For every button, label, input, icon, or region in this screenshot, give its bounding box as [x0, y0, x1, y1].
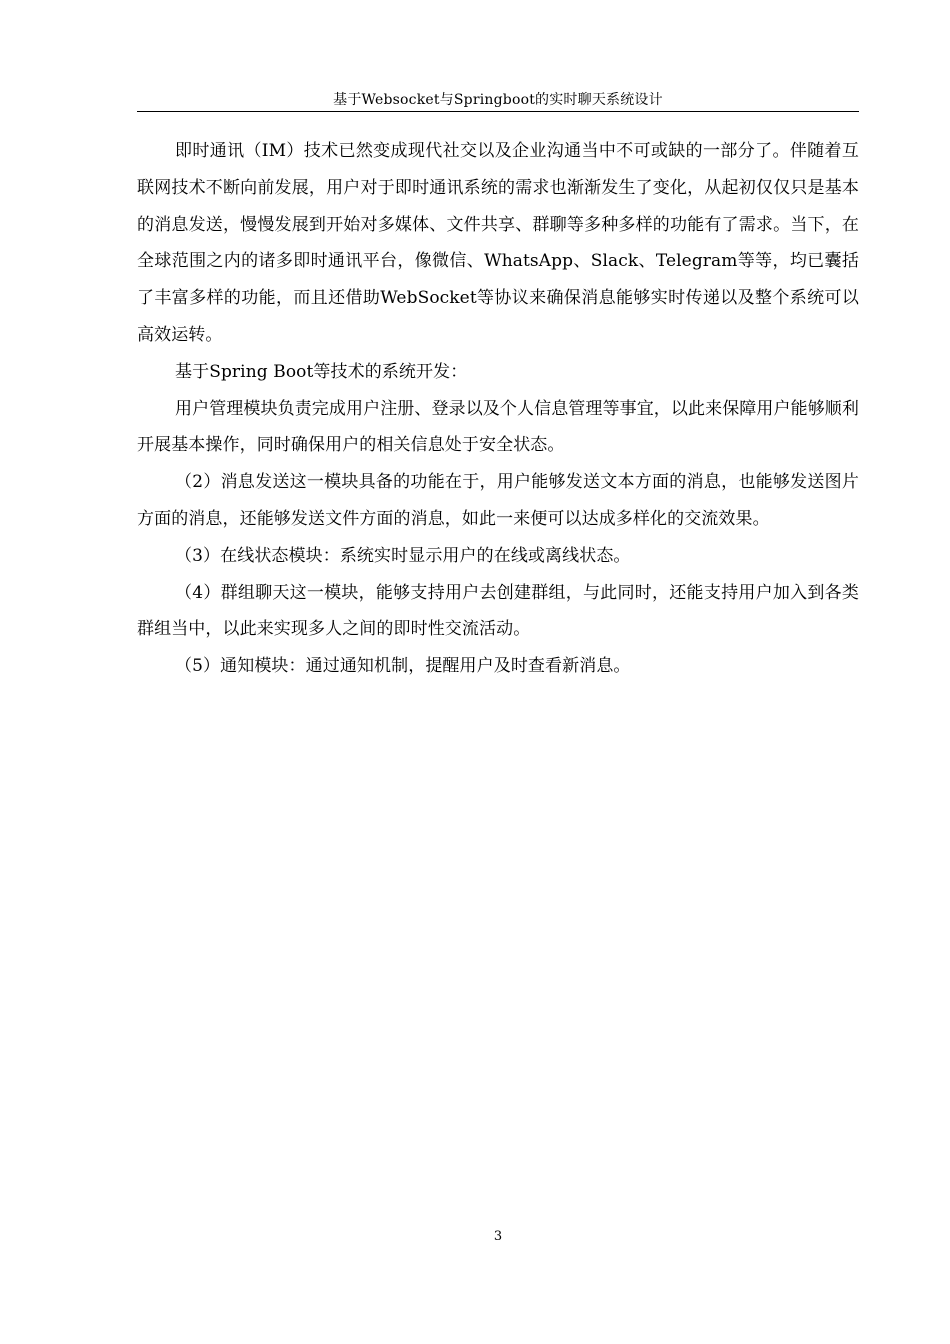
paragraph-message-sending: （2）消息发送这一模块具备的功能在于，用户能够发送文本方面的消息，也能够发送图片方面的消息，还能够发送文件方面的消息，如此一来便可以达成多样化的交流效果。 [137, 472, 859, 529]
paragraph-online-status: （3）在线状态模块：系统实时显示用户的在线或离线状态。 [175, 545, 631, 566]
paragraph-user-management: 用户管理模块负责完成用户注册、登录以及个人信息管理等事宜，以此来保障用户能够顺利开展基本操作，同时确保用户的相关信息处于安全状态。 [137, 398, 859, 456]
body-text [137, 133, 859, 685]
running-header: 基于Websocket与Springboot的实时聊天系统设计 [333, 92, 663, 108]
header-divider [137, 111, 859, 112]
paragraph-system-dev: 基于Spring Boot等技术的系统开发： [175, 361, 468, 382]
paragraph-group-chat: （4）群组聊天这一模块，能够支持用户去创建群组，与此同时，还能支持用户加入到各类群组当中，以此来实现多人之间的即时性交流活动。 [137, 582, 859, 640]
paragraph-notification: （5）通知模块：通过通知机制，提醒用户及时查看新消息。 [175, 656, 631, 677]
page-number: 3 [493, 1229, 503, 1244]
paragraph-im-intro: 即时通讯（IM）技术已然变成现代社交以及企业沟通当中不可或缺的一部分了。伴随着互联网技术不断向前发展，用户对于即时通讯系统的需求也渐渐发生了变化，从起初仅仅只是基本的消息发送，慢慢发展到开始对多媒体、文件共享、群聊等多种多样的功能有了需求。当下，在全球范围之内的诸多即时通讯平台，像微信、WhatsApp、Slack、Telegram等等，均已囊括了丰富多样的功能，而且还借助WebSocket等协议来确保消息能够实时传递以及整个系统可以高效运转。 [137, 141, 859, 345]
